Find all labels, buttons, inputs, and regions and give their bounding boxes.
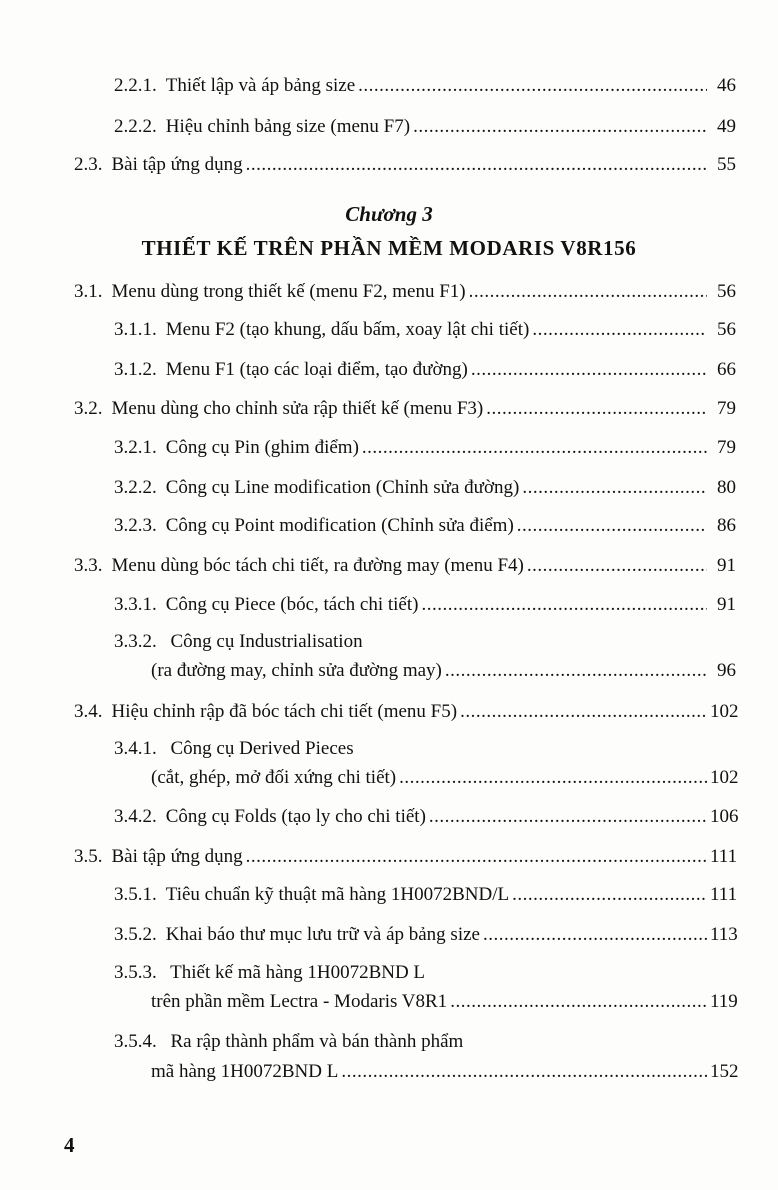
- toc-entry-title: Bài tập ứng dụng: [111, 846, 243, 867]
- leader-dots: [532, 318, 707, 342]
- toc-entry: [114, 115, 736, 139]
- toc-entry-number: 3.3.: [74, 555, 103, 576]
- toc-entry-title: Công cụ Derived Pieces: [170, 738, 354, 759]
- toc-entry-number: 3.2.3.: [114, 515, 157, 536]
- toc-entry-number: 3.4.1.: [114, 738, 157, 759]
- toc-entry-number: 3.1.2.: [114, 359, 157, 380]
- toc-entry-page: 49: [717, 116, 736, 137]
- toc-entry-title: Ra rập thành phẩm và bán thành phẩm: [170, 1031, 464, 1052]
- toc-entry-title: Thiết lập và áp bảng size: [165, 75, 356, 96]
- toc-entry-page: 111: [710, 884, 738, 905]
- toc-entry: [114, 318, 736, 342]
- chapter-title: THIẾT KẾ TRÊN PHẦN MỀM MODARIS V8R156: [141, 236, 637, 260]
- toc-entry: [114, 593, 736, 617]
- leader-dots: [517, 514, 707, 538]
- leader-dots: [445, 659, 707, 683]
- toc-entry-page: 86: [717, 515, 736, 536]
- toc-entry-page: 79: [717, 437, 736, 458]
- toc-entry-first-line: [114, 737, 354, 761]
- toc-entry: [74, 153, 736, 177]
- toc-entry-title: Công cụ Piece (bóc, tách chi tiết): [165, 594, 419, 615]
- toc-entry-title: Hiệu chỉnh rập đã bóc tách chi tiết (menu F5): [111, 701, 458, 722]
- toc-entry-number: 3.1.1.: [114, 319, 157, 340]
- toc-entry-title: Công cụ Pin (ghim điểm): [165, 437, 359, 458]
- toc-entry: [114, 923, 736, 947]
- toc-entry-page: 119: [710, 991, 738, 1012]
- toc-entry-number: 3.1.: [74, 281, 103, 302]
- toc-entry-title: Công cụ Folds (tạo ly cho chi tiết): [165, 806, 426, 827]
- toc-entry-page: 80: [717, 477, 736, 498]
- toc-entry-title: Hiệu chỉnh bảng size (menu F7): [165, 116, 411, 137]
- leader-dots: [486, 397, 707, 421]
- leader-dots: [522, 476, 707, 500]
- toc-entry-title: Menu dùng bóc tách chi tiết, ra đường may (menu F4): [111, 555, 524, 576]
- toc-entry-number: 3.5.2.: [114, 924, 157, 945]
- toc-entry-first-line: [114, 1030, 463, 1054]
- toc-entry: [114, 805, 739, 829]
- toc-entry-page: 113: [710, 924, 738, 945]
- toc-entry-title: Công cụ Point modification (Chỉnh sửa điểm): [165, 515, 514, 536]
- toc-entry-title-continued: (ra đường may, chỉnh sửa đường may): [151, 660, 442, 681]
- toc-entry-page: 56: [717, 281, 736, 302]
- leader-dots: [469, 280, 707, 304]
- toc-entry-title: Công cụ Industrialisation: [170, 631, 363, 652]
- toc-entry-page: 66: [717, 359, 736, 380]
- toc-entry-number: 2.3.: [74, 154, 103, 175]
- toc-entry-title-continued: trên phần mềm Lectra - Modaris V8R1: [151, 991, 448, 1012]
- toc-entry-title: Công cụ Line modification (Chỉnh sửa đường): [165, 477, 520, 498]
- toc-entry-second-line: [151, 1060, 739, 1084]
- toc-entry-number: 3.3.2.: [114, 631, 157, 652]
- toc-entry-number: 3.4.2.: [114, 806, 157, 827]
- leader-dots: [527, 554, 707, 578]
- toc-entry-title: Bài tập ứng dụng: [111, 154, 243, 175]
- toc-entry-second-line: [151, 990, 736, 1014]
- toc-entry-title-continued: (cắt, ghép, mở đối xứng chi tiết): [151, 767, 397, 788]
- toc-entry-page: 79: [717, 398, 736, 419]
- toc-entry-page: 111: [710, 846, 738, 867]
- toc-entry-page: 102: [710, 701, 739, 722]
- chapter-label: Chương 3: [345, 202, 433, 226]
- toc-entry-number: 3.5.3.: [114, 962, 157, 983]
- toc-entry-number: 3.2.: [74, 398, 103, 419]
- toc-entry-second-line: [151, 659, 736, 683]
- toc-entry: [114, 74, 736, 98]
- leader-dots: [358, 74, 707, 98]
- toc-entry-page: 152: [710, 1061, 739, 1082]
- leader-dots: [362, 436, 707, 460]
- toc-entry-number: 3.4.: [74, 701, 103, 722]
- toc-entry-number: 3.5.: [74, 846, 103, 867]
- leader-dots: [341, 1060, 707, 1084]
- toc-entry-page: 55: [717, 154, 736, 175]
- toc-entry-number: 3.2.1.: [114, 437, 157, 458]
- toc-entry-first-line: [114, 630, 363, 654]
- toc-entry-title: Khai báo thư mục lưu trữ và áp bảng size: [165, 924, 480, 945]
- toc-entry-page: 91: [717, 594, 736, 615]
- toc-entry-title: Menu F2 (tạo khung, dấu bấm, xoay lật chi tiết): [165, 319, 530, 340]
- leader-dots: [512, 883, 707, 907]
- leader-dots: [246, 153, 707, 177]
- toc-entry: [74, 700, 739, 724]
- leader-dots: [471, 358, 707, 382]
- leader-dots: [450, 990, 707, 1014]
- toc-entry: [74, 554, 736, 578]
- toc-entry: [114, 436, 736, 460]
- toc-entry-page: 56: [717, 319, 736, 340]
- toc-entry: [114, 883, 736, 907]
- toc-entry-number: 3.3.1.: [114, 594, 157, 615]
- leader-dots: [413, 115, 707, 139]
- toc-entry-page: 91: [717, 555, 736, 576]
- leader-dots: [483, 923, 707, 947]
- leader-dots: [246, 845, 707, 869]
- page-number: 4: [64, 1133, 75, 1157]
- toc-entry: [114, 358, 736, 382]
- toc-entry-title: Thiết kế mã hàng 1H0072BND L: [170, 962, 426, 983]
- toc-entry-page: 102: [710, 767, 739, 788]
- toc-entry-title-continued: mã hàng 1H0072BND L: [151, 1061, 339, 1082]
- leader-dots: [421, 593, 707, 617]
- toc-entry-page: 106: [710, 806, 739, 827]
- toc-entry-title: Menu dùng trong thiết kế (menu F2, menu F1): [111, 281, 466, 302]
- toc-entry-number: 3.5.4.: [114, 1031, 157, 1052]
- toc-entry-number: 2.2.2.: [114, 116, 157, 137]
- toc-entry: [114, 514, 736, 538]
- toc-entry-number: 3.2.2.: [114, 477, 157, 498]
- toc-entry-first-line: [114, 961, 425, 985]
- leader-dots: [460, 700, 707, 724]
- toc-entry-title: Menu F1 (tạo các loại điểm, tạo đường): [165, 359, 468, 380]
- toc-entry-second-line: [151, 766, 739, 790]
- toc-entry-page: 96: [717, 660, 736, 681]
- toc-entry: [114, 476, 736, 500]
- toc-entry-number: 3.5.1.: [114, 884, 157, 905]
- toc-entry-title: Menu dùng cho chỉnh sửa rập thiết kế (menu F3): [111, 398, 484, 419]
- toc-entry-title: Tiêu chuẩn kỹ thuật mã hàng 1H0072BND/L: [165, 884, 510, 905]
- leader-dots: [399, 766, 707, 790]
- toc-entry: [74, 280, 736, 304]
- toc-entry: [74, 397, 736, 421]
- toc-entry: [74, 845, 736, 869]
- toc-entry-number: 2.2.1.: [114, 75, 157, 96]
- toc-entry-page: 46: [717, 75, 736, 96]
- leader-dots: [429, 805, 707, 829]
